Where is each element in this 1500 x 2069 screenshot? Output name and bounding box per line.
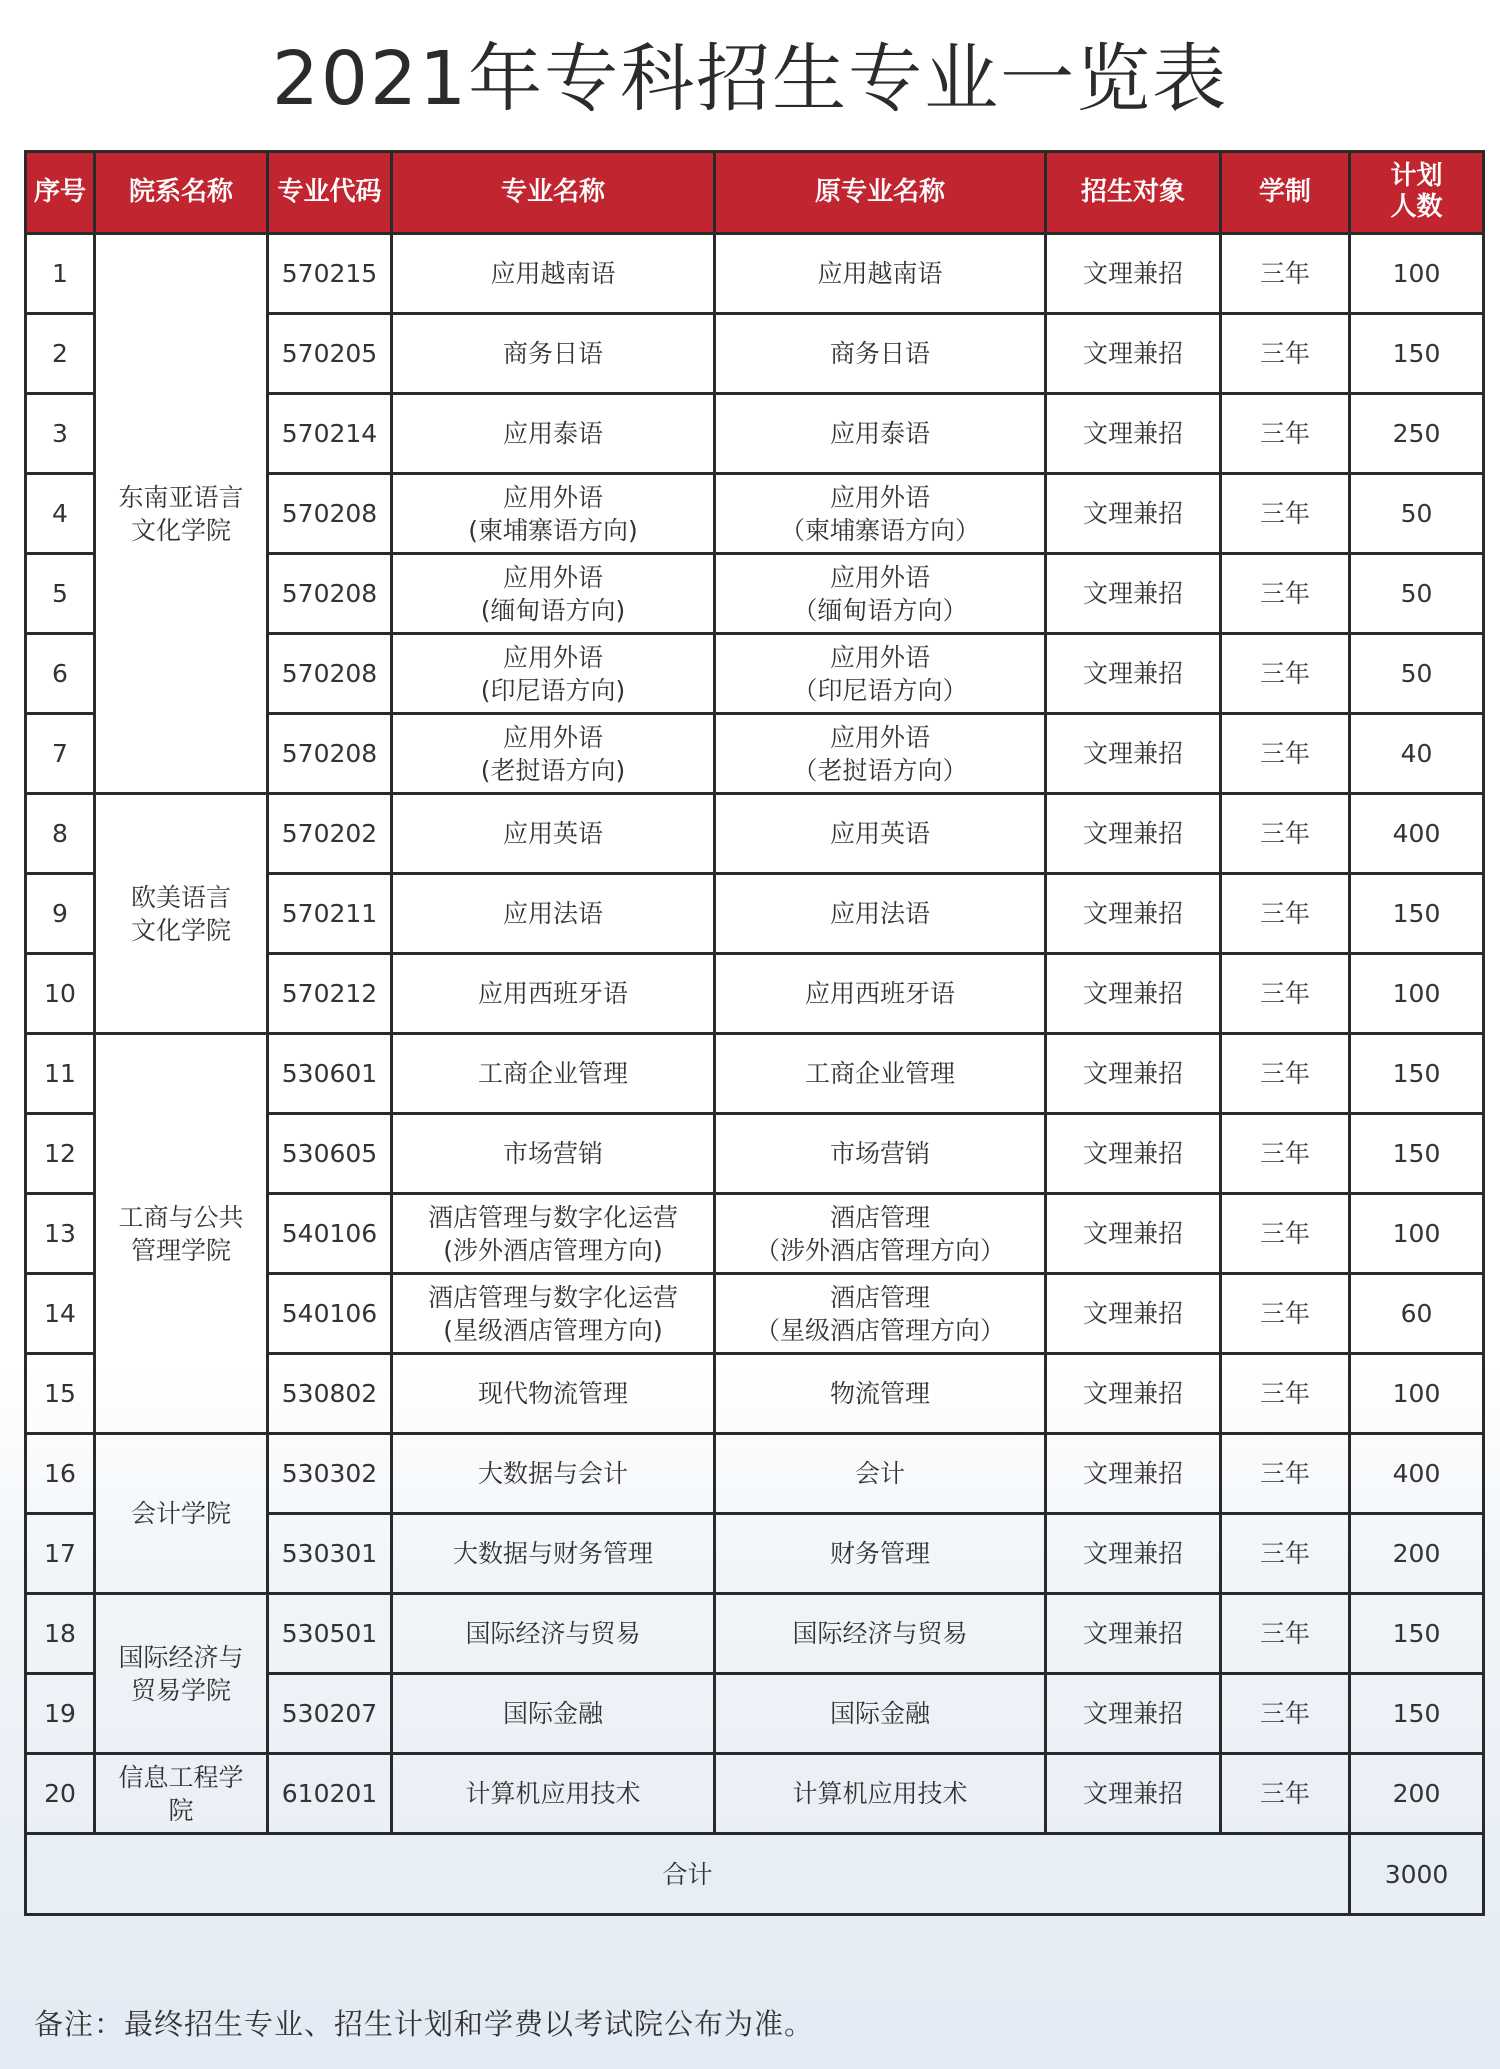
cell-major: 市场营销 [392,1114,715,1194]
total-value: 3000 [1350,1834,1484,1915]
cell-department: 信息工程学 院 [95,1754,268,1834]
cell-code: 610201 [268,1754,392,1834]
cell-duration: 三年 [1221,634,1350,714]
cell-code: 570208 [268,714,392,794]
cell-duration: 三年 [1221,714,1350,794]
col-header-duration: 学制 [1221,152,1350,234]
cell-major: 计算机应用技术 [392,1754,715,1834]
table-row [26,1034,1484,1114]
cell-major: 工商企业管理 [392,1034,715,1114]
cell-old-major: 国际经济与贸易 [715,1594,1046,1674]
cell-target: 文理兼招 [1046,314,1221,394]
cell-code: 570202 [268,794,392,874]
cell-old-major: 国际金融 [715,1674,1046,1754]
cell-code: 530601 [268,1034,392,1114]
cell-no: 18 [26,1594,95,1674]
cell-duration: 三年 [1221,1754,1350,1834]
cell-duration: 三年 [1221,1514,1350,1594]
col-header-plan-count-text: 计划人数 [1390,161,1443,222]
cell-duration: 三年 [1221,954,1350,1034]
cell-duration: 三年 [1221,874,1350,954]
table-row [26,1434,1484,1514]
cell-no: 3 [26,394,95,474]
cell-duration: 三年 [1221,554,1350,634]
cell-no: 10 [26,954,95,1034]
cell-code: 530501 [268,1594,392,1674]
cell-major: 大数据与财务管理 [392,1514,715,1594]
cell-major: 现代物流管理 [392,1354,715,1434]
cell-no: 2 [26,314,95,394]
cell-major: 应用西班牙语 [392,954,715,1034]
cell-department: 工商与公共 管理学院 [95,1034,268,1434]
cell-no: 11 [26,1034,95,1114]
cell-code: 570214 [268,394,392,474]
cell-major: 应用外语 (柬埔寨语方向) [392,474,715,554]
cell-count: 100 [1350,1194,1484,1274]
cell-target: 文理兼招 [1046,714,1221,794]
cell-target: 文理兼招 [1046,474,1221,554]
total-row [26,1834,1484,1915]
cell-no: 6 [26,634,95,714]
cell-duration: 三年 [1221,1114,1350,1194]
cell-code: 530207 [268,1674,392,1754]
cell-count: 150 [1350,1594,1484,1674]
cell-target: 文理兼招 [1046,554,1221,634]
cell-no: 8 [26,794,95,874]
cell-duration: 三年 [1221,234,1350,314]
cell-major: 国际经济与贸易 [392,1594,715,1674]
cell-duration: 三年 [1221,1674,1350,1754]
cell-target: 文理兼招 [1046,1114,1221,1194]
cell-department: 国际经济与 贸易学院 [95,1594,268,1754]
cell-no: 9 [26,874,95,954]
cell-old-major: 应用英语 [715,794,1046,874]
cell-old-major: 应用外语 （缅甸语方向） [715,554,1046,634]
cell-count: 50 [1350,554,1484,634]
cell-major: 大数据与会计 [392,1434,715,1514]
cell-count: 40 [1350,714,1484,794]
cell-old-major: 商务日语 [715,314,1046,394]
cell-no: 7 [26,714,95,794]
cell-old-major: 应用泰语 [715,394,1046,474]
cell-code: 570211 [268,874,392,954]
table-row [26,1594,1484,1674]
cell-duration: 三年 [1221,1034,1350,1114]
cell-target: 文理兼招 [1046,1434,1221,1514]
cell-target: 文理兼招 [1046,1034,1221,1114]
cell-target: 文理兼招 [1046,1674,1221,1754]
cell-code: 570208 [268,554,392,634]
cell-no: 14 [26,1274,95,1354]
cell-old-major: 应用外语 （柬埔寨语方向） [715,474,1046,554]
cell-old-major: 会计 [715,1434,1046,1514]
cell-count: 150 [1350,874,1484,954]
cell-no: 17 [26,1514,95,1594]
cell-major: 应用外语 (印尼语方向) [392,634,715,714]
cell-target: 文理兼招 [1046,1514,1221,1594]
cell-major: 国际金融 [392,1674,715,1754]
cell-duration: 三年 [1221,1354,1350,1434]
cell-old-major: 计算机应用技术 [715,1754,1046,1834]
cell-old-major: 酒店管理 （涉外酒店管理方向） [715,1194,1046,1274]
cell-major: 酒店管理与数字化运营 (星级酒店管理方向) [392,1274,715,1354]
cell-target: 文理兼招 [1046,1354,1221,1434]
cell-no: 20 [26,1754,95,1834]
cell-duration: 三年 [1221,314,1350,394]
footnote: 备注：最终招生专业、招生计划和学费以考试院公布为准。 [34,2007,815,2041]
col-header-target: 招生对象 [1046,152,1221,234]
cell-major: 应用英语 [392,794,715,874]
cell-code: 530301 [268,1514,392,1594]
cell-duration: 三年 [1221,1274,1350,1354]
cell-code: 570215 [268,234,392,314]
table-header [26,152,1484,234]
cell-old-major: 工商企业管理 [715,1034,1046,1114]
enrollment-table [24,150,1485,1916]
cell-target: 文理兼招 [1046,1194,1221,1274]
cell-no: 4 [26,474,95,554]
table-row [26,1754,1484,1834]
cell-count: 50 [1350,474,1484,554]
cell-count: 150 [1350,314,1484,394]
cell-count: 100 [1350,234,1484,314]
cell-count: 100 [1350,954,1484,1034]
cell-no: 12 [26,1114,95,1194]
cell-target: 文理兼招 [1046,1754,1221,1834]
cell-duration: 三年 [1221,474,1350,554]
cell-code: 540106 [268,1194,392,1274]
col-header-department: 院系名称 [95,152,268,234]
cell-major: 应用法语 [392,874,715,954]
cell-target: 文理兼招 [1046,234,1221,314]
cell-count: 400 [1350,794,1484,874]
cell-target: 文理兼招 [1046,794,1221,874]
cell-department: 会计学院 [95,1434,268,1594]
col-header-major: 专业名称 [392,152,715,234]
col-header-plan-count [1350,152,1484,234]
cell-count: 150 [1350,1674,1484,1754]
cell-old-major: 应用越南语 [715,234,1046,314]
total-label: 合计 [26,1834,1350,1915]
cell-count: 60 [1350,1274,1484,1354]
table-row [26,794,1484,874]
cell-old-major: 市场营销 [715,1114,1046,1194]
cell-department: 东南亚语言 文化学院 [95,234,268,794]
cell-no: 13 [26,1194,95,1274]
cell-count: 50 [1350,634,1484,714]
cell-department: 欧美语言 文化学院 [95,794,268,1034]
cell-major: 商务日语 [392,314,715,394]
cell-major: 应用外语 (缅甸语方向) [392,554,715,634]
cell-count: 200 [1350,1514,1484,1594]
cell-duration: 三年 [1221,1434,1350,1514]
cell-major: 应用泰语 [392,394,715,474]
cell-target: 文理兼招 [1046,1594,1221,1674]
cell-target: 文理兼招 [1046,394,1221,474]
cell-target: 文理兼招 [1046,634,1221,714]
cell-old-major: 物流管理 [715,1354,1046,1434]
cell-code: 540106 [268,1274,392,1354]
cell-duration: 三年 [1221,1594,1350,1674]
cell-count: 100 [1350,1354,1484,1434]
col-header-no: 序号 [26,152,95,234]
cell-no: 5 [26,554,95,634]
cell-code: 530302 [268,1434,392,1514]
cell-duration: 三年 [1221,394,1350,474]
cell-major: 酒店管理与数字化运营 (涉外酒店管理方向) [392,1194,715,1274]
table-body [26,234,1484,1834]
cell-old-major: 应用外语 （老挝语方向） [715,714,1046,794]
cell-old-major: 酒店管理 （星级酒店管理方向） [715,1274,1046,1354]
cell-target: 文理兼招 [1046,954,1221,1034]
cell-target: 文理兼招 [1046,874,1221,954]
col-header-old-major: 原专业名称 [715,152,1046,234]
cell-duration: 三年 [1221,1194,1350,1274]
cell-major: 应用越南语 [392,234,715,314]
col-header-code: 专业代码 [268,152,392,234]
cell-code: 530605 [268,1114,392,1194]
cell-no: 16 [26,1434,95,1514]
cell-code: 530802 [268,1354,392,1434]
cell-code: 570208 [268,634,392,714]
cell-old-major: 应用外语 （印尼语方向） [715,634,1046,714]
cell-count: 400 [1350,1434,1484,1514]
cell-count: 150 [1350,1114,1484,1194]
cell-code: 570212 [268,954,392,1034]
cell-count: 250 [1350,394,1484,474]
cell-old-major: 应用西班牙语 [715,954,1046,1034]
cell-code: 570208 [268,474,392,554]
cell-duration: 三年 [1221,794,1350,874]
cell-major: 应用外语 (老挝语方向) [392,714,715,794]
cell-target: 文理兼招 [1046,1274,1221,1354]
cell-old-major: 财务管理 [715,1514,1046,1594]
cell-no: 1 [26,234,95,314]
cell-code: 570205 [268,314,392,394]
cell-count: 200 [1350,1754,1484,1834]
cell-old-major: 应用法语 [715,874,1046,954]
cell-no: 19 [26,1674,95,1754]
cell-count: 150 [1350,1034,1484,1114]
cell-no: 15 [26,1354,95,1434]
page-title: 2021年专科招生专业一览表 [271,36,1229,122]
table-row [26,234,1484,314]
